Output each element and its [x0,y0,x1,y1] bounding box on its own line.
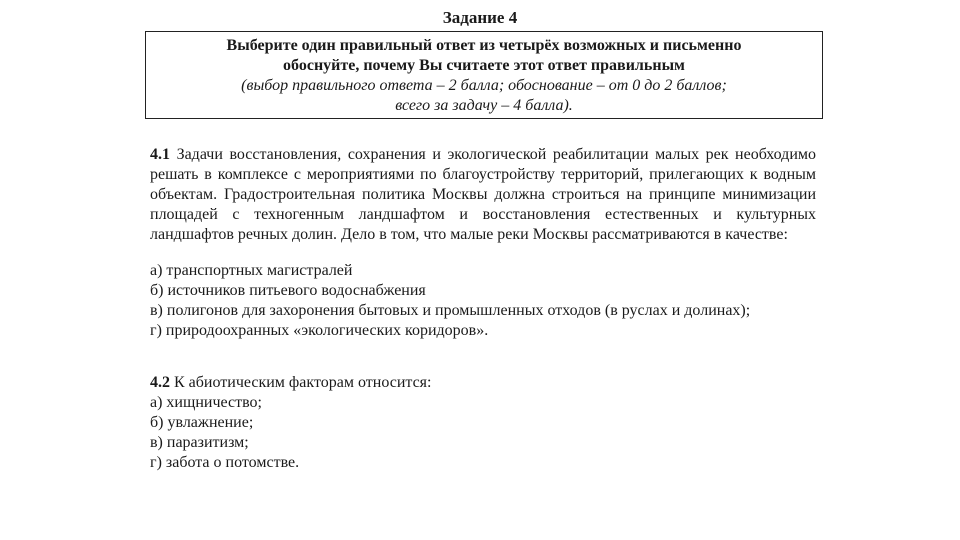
instruction-line-2: обоснуйте, почему Вы считаете этот ответ правильным [283,57,685,74]
option-4-1-a: а) транспортных магистралей [150,262,353,279]
question-4-2-stem [150,373,816,393]
question-4-2 [150,373,816,473]
option-4-2-a: а) хищничество; [150,394,262,411]
instruction-line-1: Выберите один правильный ответ из четырёх возможных и письменно [226,37,742,54]
option-4-2-d: г) забота о потомстве. [150,454,300,471]
option-4-1-d: г) природоохранных «экологических коридоров». [150,322,489,339]
option-4-1-b: б) источников питьевого водоснабжения [150,282,426,299]
question-4-1-stem [150,145,816,245]
option-4-2-c: в) паразитизм; [150,434,249,451]
scoring-line-1: (выбор правильного ответа – 2 балла; обоснование – от 0 до 2 баллов; [241,77,727,94]
question-4-2-number: 4.2 [150,374,170,391]
question-4-1-text: Задачи восстановления, сохранения и экологической реабилитации малых рек необходимо решать в комплексе с мероприятиями по благоустройству территорий, прилегающих к водным объектам. Градостроительная политика Москвы должна строиться на принципе минимизации площадей с техногенным ландшафтом и восстановления естественных и культурных ландшафтов речных долин. Дело в том, что малые реки Москвы рассматриваются в качестве: [150,146,817,243]
question-4-1-options [150,261,816,341]
task-title: Задание 4 [442,8,518,27]
question-4-1 [150,145,816,341]
option-4-2-b: б) увлажнение; [150,414,254,431]
scoring-line-2: всего за задачу – 4 балла). [395,97,573,114]
option-4-1-c: в) полигонов для захоронения бытовых и промышленных отходов (в руслах и долинах); [150,302,751,319]
question-4-2-text: К абиотическим факторам относится: [174,374,432,391]
question-4-1-number: 4.1 [150,146,170,163]
questions-content [150,145,816,473]
instruction-box [145,31,823,119]
